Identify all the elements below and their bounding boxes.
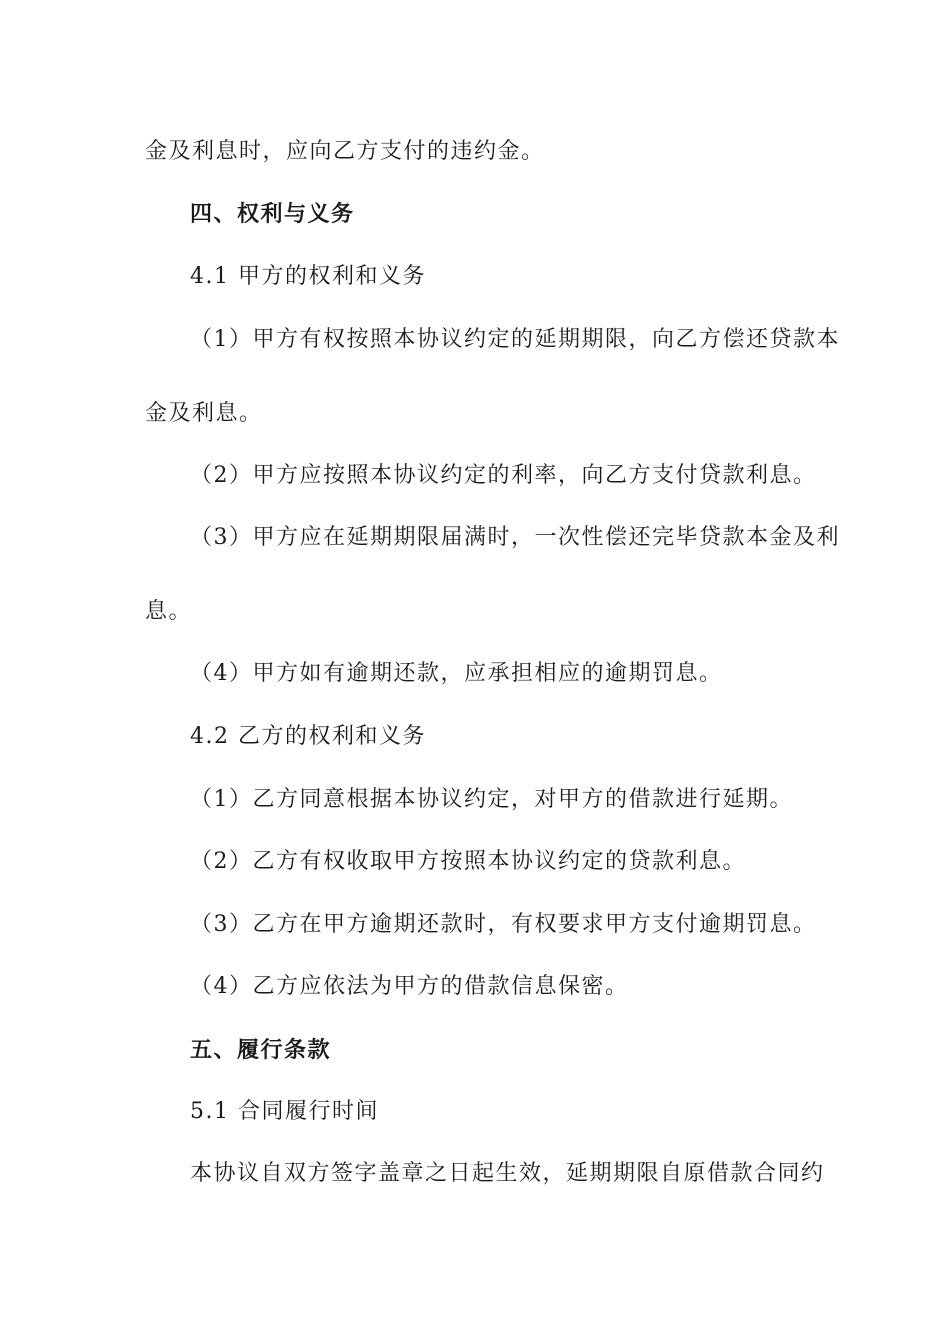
- subsection-heading-5-1: 5.1 合同履行时间: [190, 1099, 379, 1124]
- section-heading-performance-terms: 五、履行条款: [190, 1037, 332, 1063]
- clause-continuation-line: 金及利息。: [145, 401, 263, 426]
- clause-line: （2）乙方有权收取甲方按照本协议约定的贷款利息。: [190, 849, 746, 874]
- paragraph-continuation-line: 金及利息时，应向乙方支付的违约金。: [145, 139, 545, 164]
- subsection-heading-4-1: 4.1 甲方的权利和义务: [190, 264, 426, 289]
- clause-line: （1）乙方同意根据本协议约定，对甲方的借款进行延期。: [190, 787, 793, 812]
- clause-line: （3）甲方应在延期期限届满时，一次性偿还完毕贷款本金及利: [190, 525, 840, 550]
- clause-continuation-line: 息。: [145, 599, 193, 624]
- clause-line: （3）乙方在甲方逾期还款时，有权要求甲方支付逾期罚息。: [190, 912, 817, 937]
- clause-line: （4）乙方应依法为甲方的借款信息保密。: [190, 974, 629, 999]
- section-heading-rights-obligations: 四、权利与义务: [190, 201, 355, 227]
- subsection-heading-4-2: 4.2 乙方的权利和义务: [190, 724, 426, 749]
- clause-line: （4）甲方如有逾期还款，应承担相应的逾期罚息。: [190, 661, 723, 686]
- clause-line: （2）甲方应按照本协议约定的利率，向乙方支付贷款利息。: [190, 463, 817, 488]
- paragraph-line: 本协议自双方签字盖章之日起生效，延期期限自原借款合同约: [190, 1161, 825, 1186]
- clause-line: （1）甲方有权按照本协议约定的延期期限，向乙方偿还贷款本: [190, 327, 840, 352]
